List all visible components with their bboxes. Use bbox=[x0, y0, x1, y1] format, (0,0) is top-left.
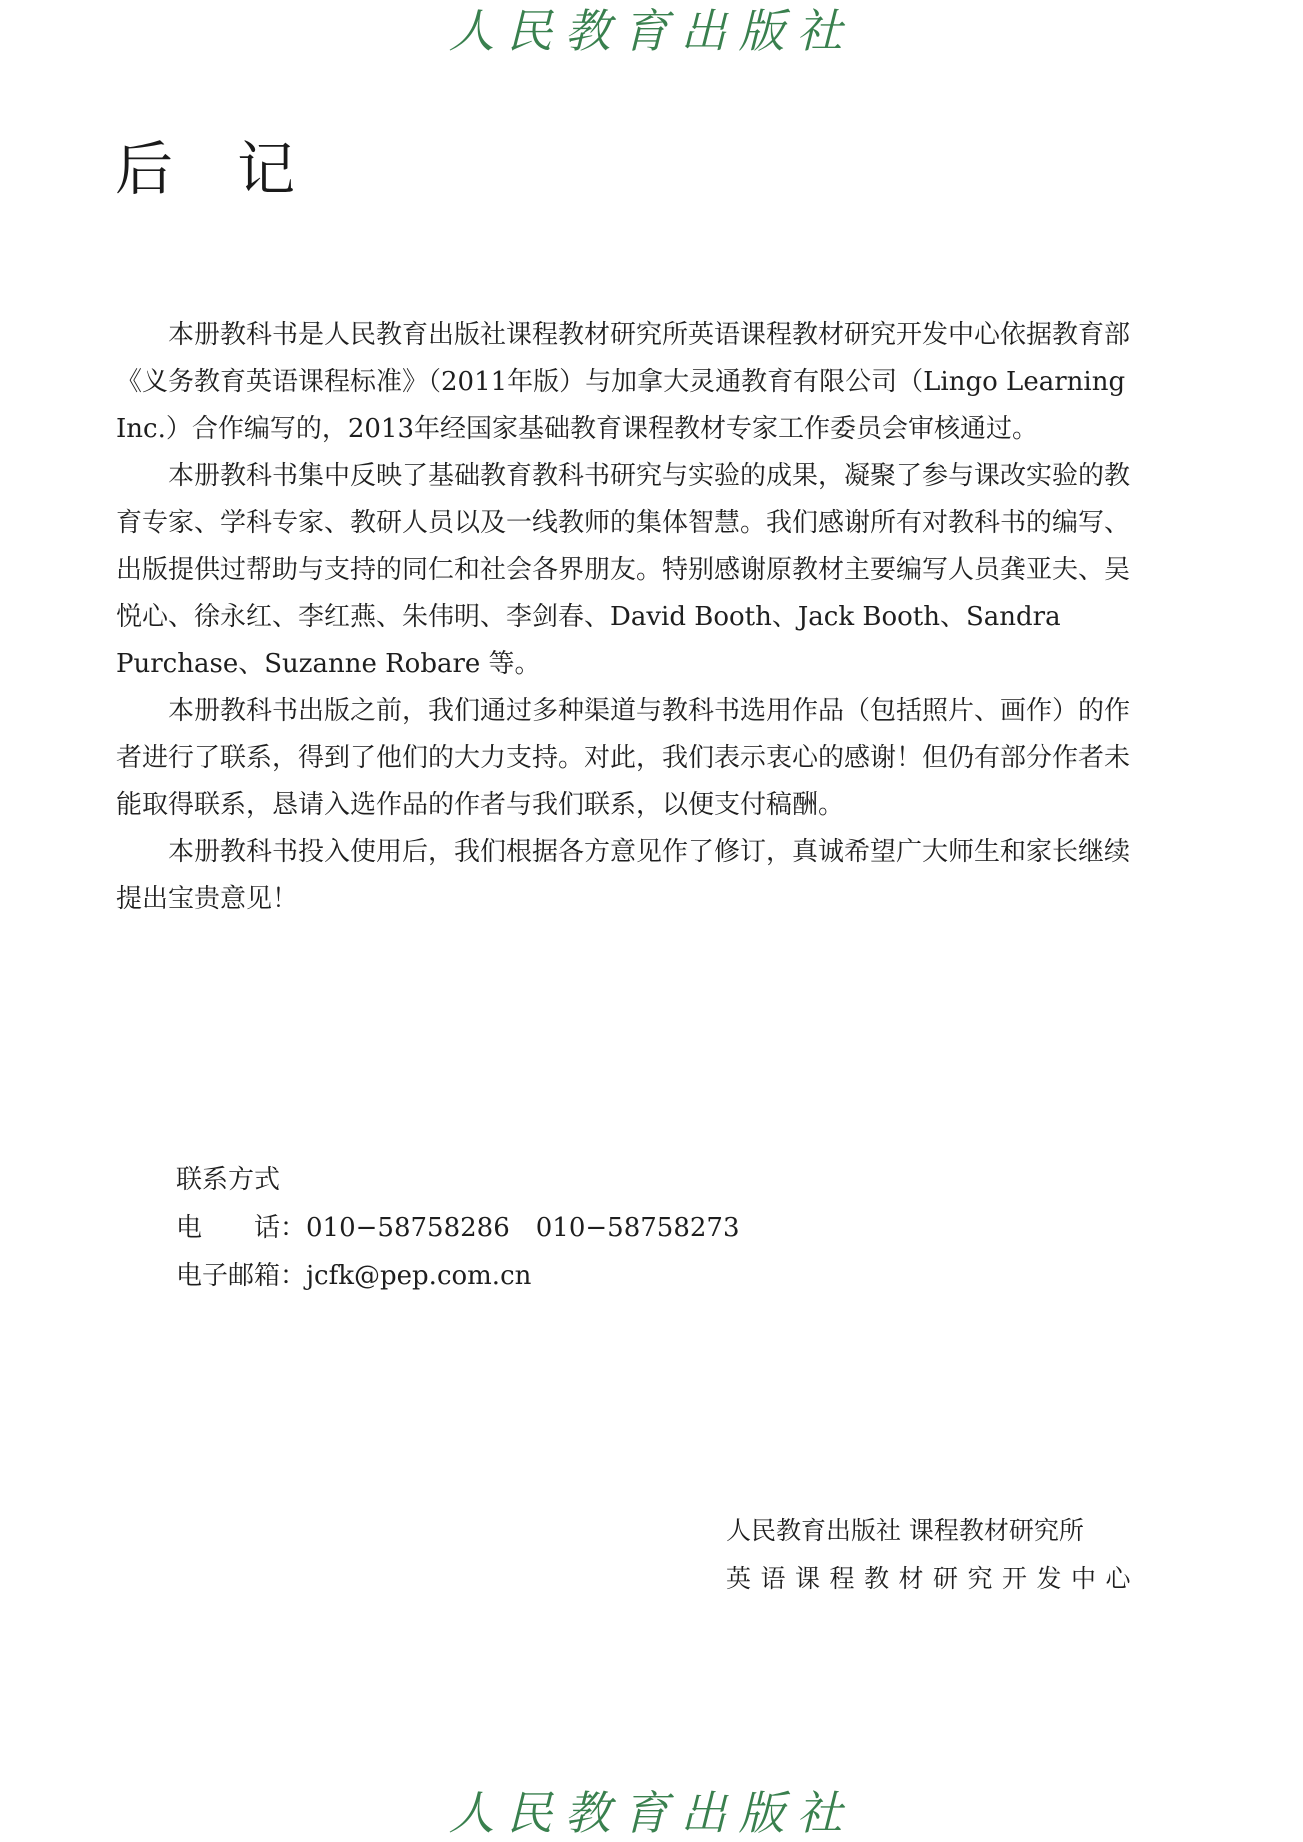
signature-line-2: 英语课程教材研究开发中心 bbox=[725, 1564, 1140, 1593]
publisher-watermark-top: 人民教育出版社 bbox=[448, 4, 855, 58]
signature-line-1: 人民教育出版社 课程教材研究所 bbox=[725, 1516, 1084, 1545]
afterword-body bbox=[116, 312, 1140, 923]
contact-email: 电子邮箱：jcfk@pep.com.cn bbox=[176, 1261, 532, 1291]
page-title: 后记 bbox=[115, 135, 360, 203]
contact-phone: 电 话：010−58758286 010−58758273 bbox=[176, 1213, 740, 1243]
publisher-watermark-bottom: 人民教育出版社 bbox=[448, 1786, 855, 1840]
paragraph-3: 本册教科书出版之前，我们通过多种渠道与教科书选用作品（包括照片、画作）的作者进行了联系，得到了他们的大力支持。对此，我们表示衷心的感谢！但仍有部分作者未能取得联系，恳请入选作品的作者与我们联系，以便支付稿酬。 bbox=[116, 696, 1131, 820]
contact-heading: 联系方式 bbox=[176, 1165, 281, 1195]
paragraph-1: 本册教科书是人民教育出版社课程教材研究所英语课程教材研究开发中心依据教育部《义务教育英语课程标准》（2011年版）与加拿大灵通教育有限公司（Lingo Learning Inc.）合作编写的，2013年经国家基础教育课程教材专家工作委员会审核通过。 bbox=[116, 320, 1131, 444]
paragraph-2: 本册教科书集中反映了基础教育教科书研究与实验的成果，凝聚了参与课改实验的教育专家、学科专家、教研人员以及一线教师的集体智慧。我们感谢所有对教科书的编写、出版提供过帮助与支持的同仁和社会各界朋友。特别感谢原教材主要编写人员龚亚夫、吴悦心、徐永红、李红燕、朱伟明、李剑春、David Booth、Jack Booth、Sandra Purchase、Suzanne Robare 等。 bbox=[116, 461, 1131, 679]
contact-block bbox=[176, 1156, 740, 1300]
paragraph-4: 本册教科书投入使用后，我们根据各方意见作了修订，真诚希望广大师生和家长继续提出宝贵意见！ bbox=[116, 837, 1131, 914]
signature-block bbox=[726, 1507, 1140, 1603]
